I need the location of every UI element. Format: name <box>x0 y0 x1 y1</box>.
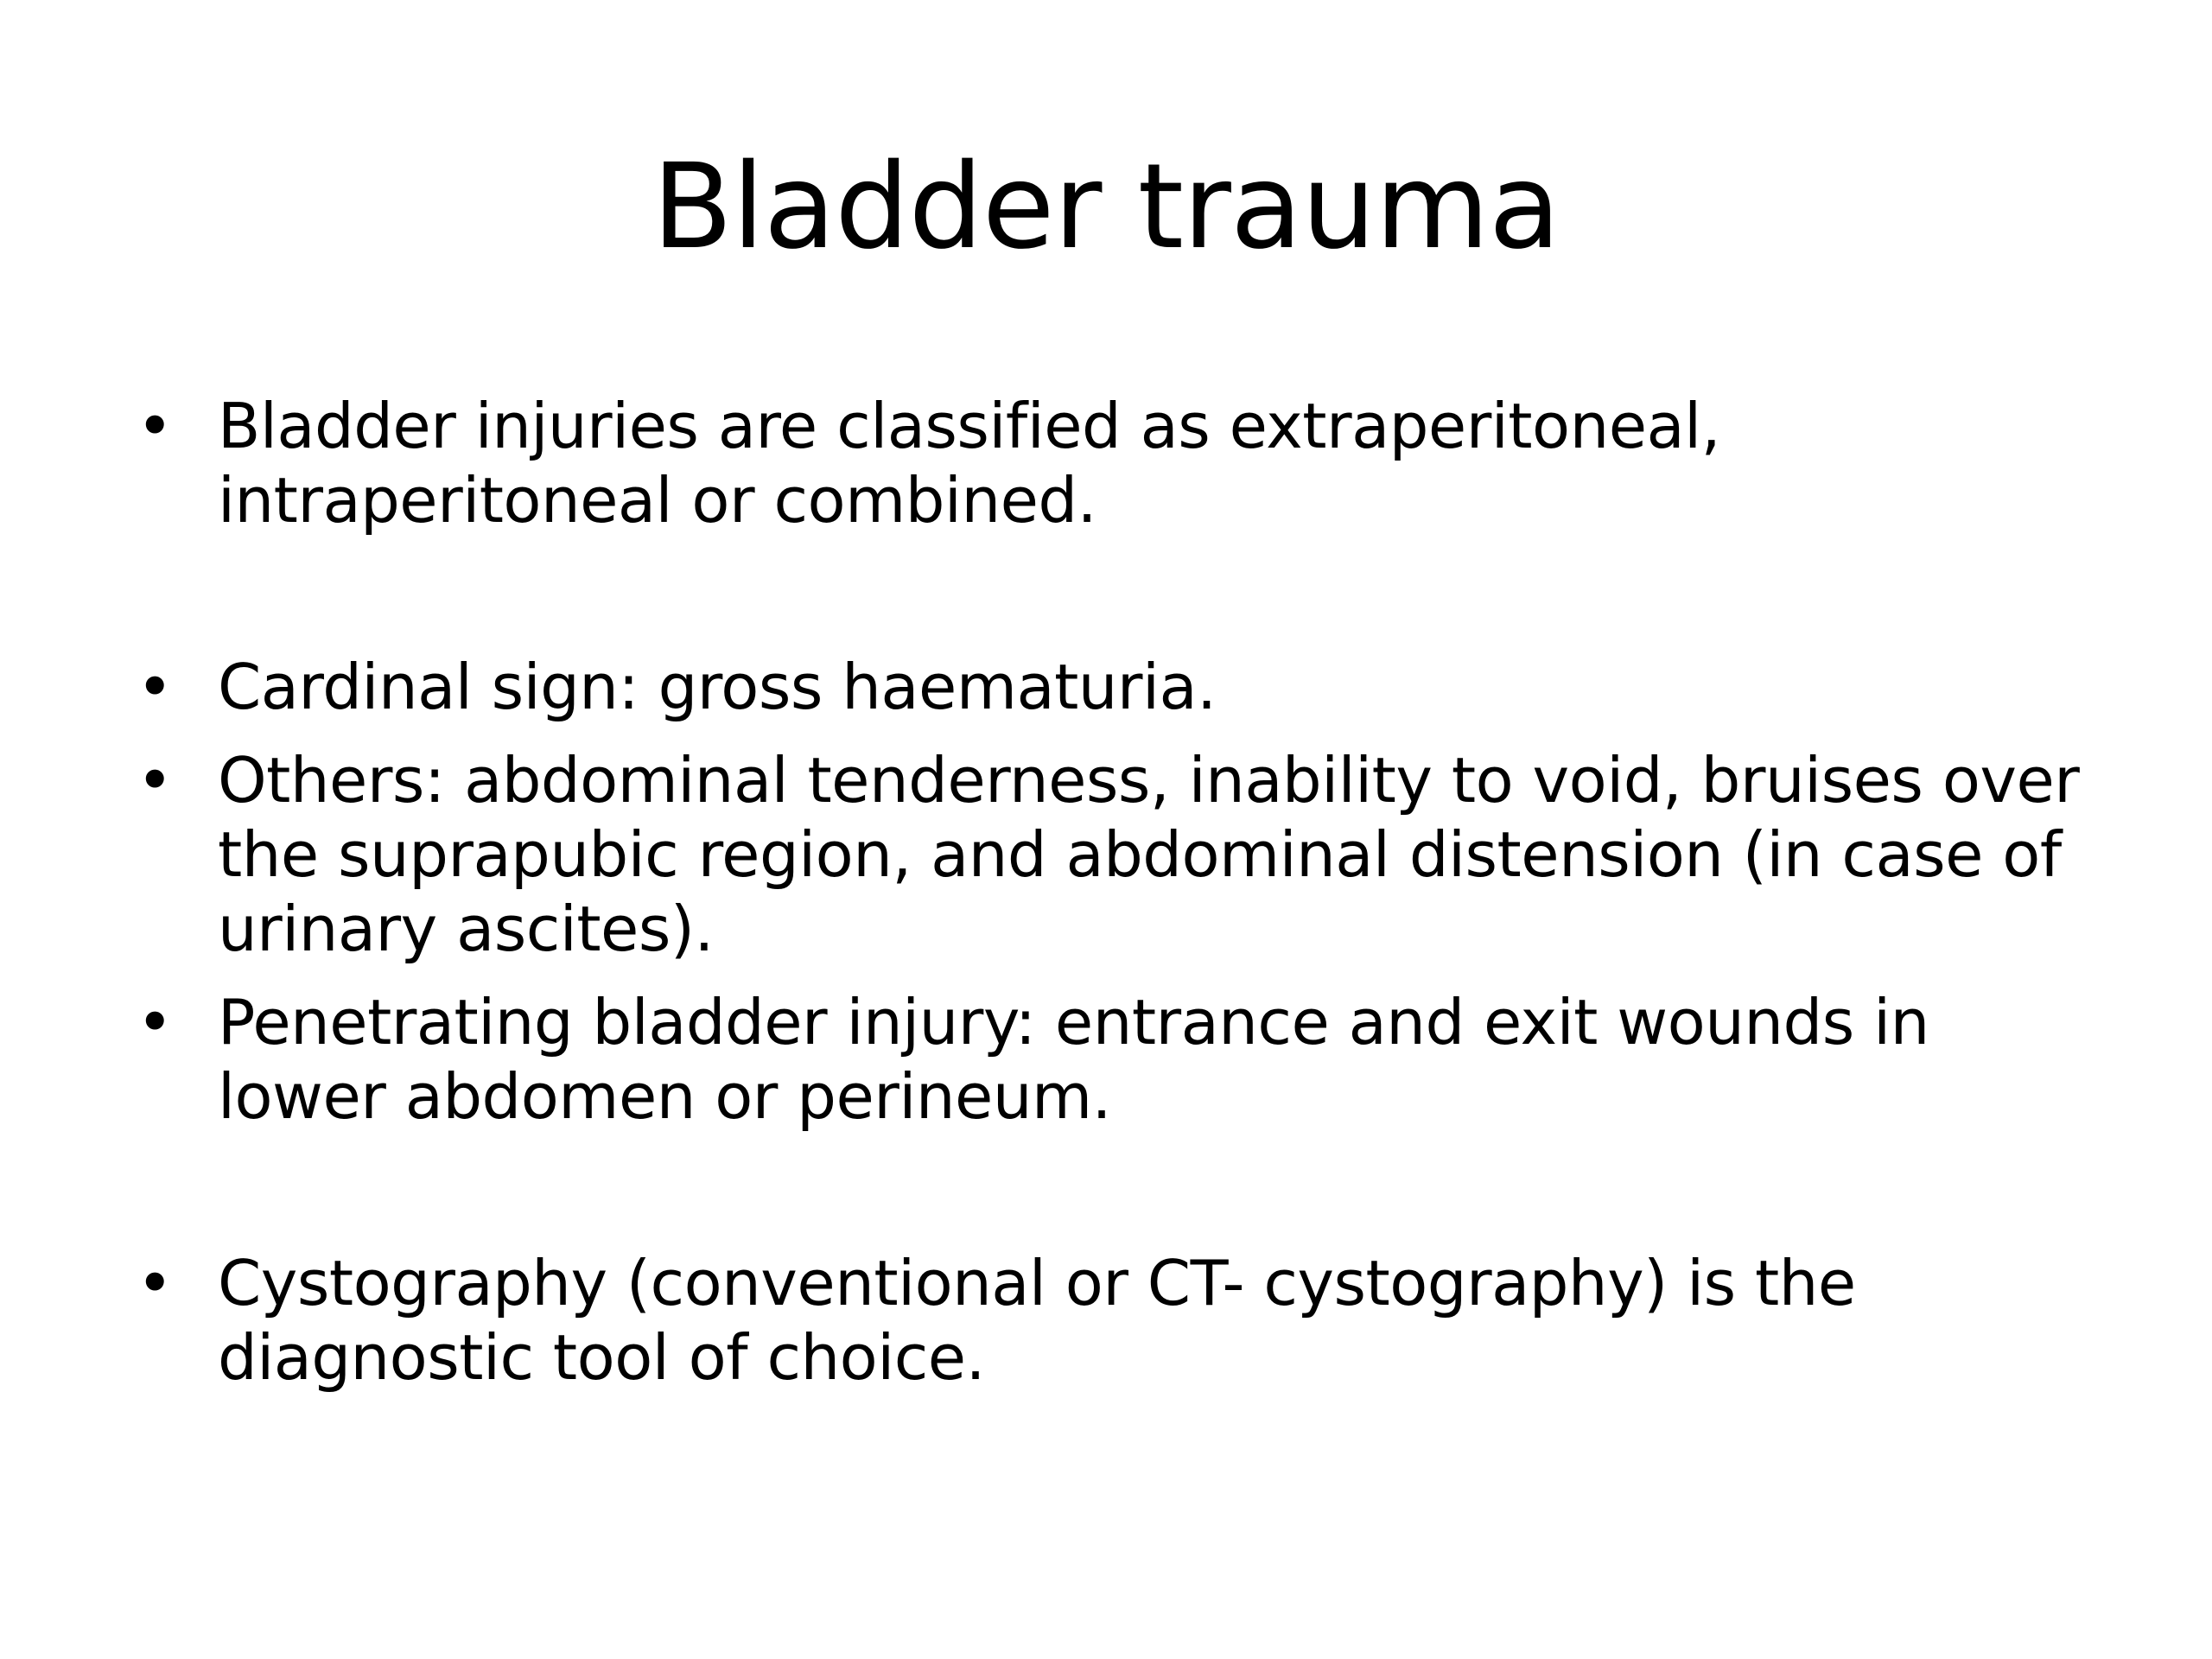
bullet-icon: • <box>137 651 173 723</box>
bullet-text: Penetrating bladder injury: entrance and exit wounds in lower abdomen or perineum. <box>218 986 1929 1133</box>
bullet-icon: • <box>137 744 173 817</box>
bullet-text: Cystography (conventional or CT- cystography) is the diagnostic tool of choice. <box>218 1247 1856 1394</box>
bullet-item <box>121 985 2108 1134</box>
bullet-icon: • <box>137 1247 173 1319</box>
bullet-icon: • <box>137 390 173 462</box>
bullet-item <box>121 389 2108 537</box>
bullet-text: Cardinal sign: gross haematuria. <box>218 651 1217 723</box>
bullet-item <box>121 743 2108 966</box>
bullet-icon: • <box>137 986 173 1058</box>
slide-title: Bladder trauma <box>652 139 1560 276</box>
bullet-list <box>121 389 2108 1395</box>
bullet-item <box>121 1246 2108 1395</box>
bullet-item <box>121 650 2108 724</box>
bullet-text: Others: abdominal tenderness, inability to void, bruises over the suprapubic region, and abdominal distension (in case of urinary ascites). <box>218 744 2080 965</box>
bullet-text: Bladder injuries are classified as extraperitoneal, intraperitoneal or combined. <box>218 390 1721 537</box>
